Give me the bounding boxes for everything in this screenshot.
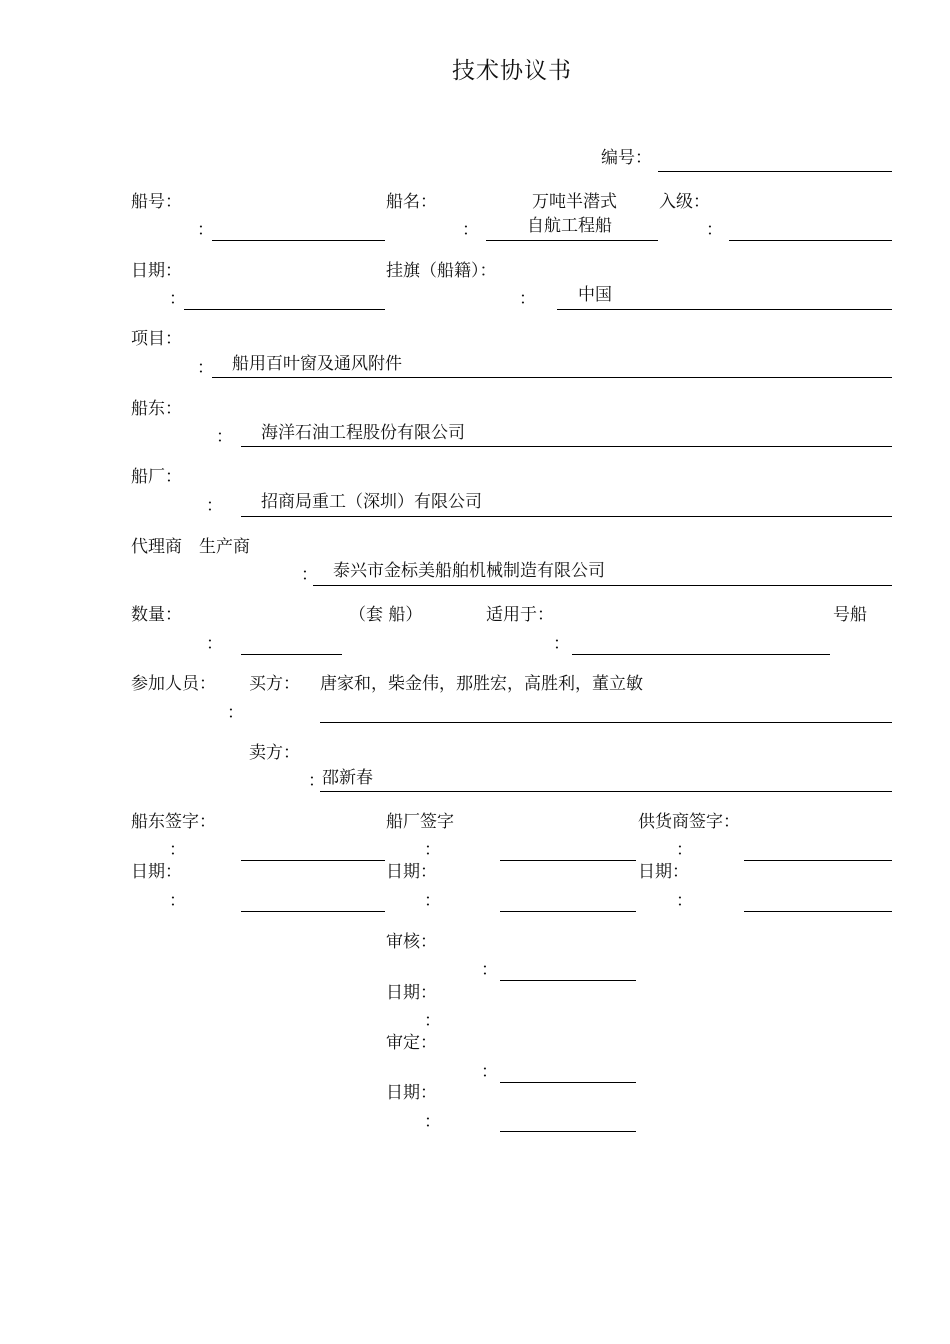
ship-no-colon: ： <box>197 220 214 240</box>
date-colon: ： <box>169 289 186 309</box>
approve-label: 审定： <box>386 1033 437 1053</box>
seller-label: 卖方： <box>249 743 300 763</box>
hull-suffix: 号船 <box>833 605 867 625</box>
owner-sign-label: 船东签字： <box>131 812 216 832</box>
owner-date-label: 日期： <box>131 862 182 882</box>
shipyard-label: 船厂： <box>131 467 182 487</box>
ship-name-label: 船名： <box>386 192 437 212</box>
approve-date-colon: ： <box>424 1112 441 1132</box>
owner-field[interactable] <box>241 446 892 447</box>
supplier-date-field[interactable] <box>744 911 892 912</box>
date-label: 日期： <box>131 261 182 281</box>
ship-name-colon: ： <box>462 220 479 240</box>
owner-value: 海洋石油工程股份有限公司 <box>261 423 465 443</box>
participants-label: 参加人员： <box>131 674 216 694</box>
yard-sign-field[interactable] <box>500 860 636 861</box>
yard-sign-label: 船厂签字 <box>386 812 454 832</box>
project-colon: ： <box>197 358 214 378</box>
supplier-sign-field[interactable] <box>744 860 892 861</box>
approve-date-label: 日期： <box>386 1083 437 1103</box>
yard-date-colon: ： <box>424 891 441 911</box>
class-label: 入级： <box>659 192 710 212</box>
owner-sign-field[interactable] <box>241 860 385 861</box>
manufacturer-field[interactable] <box>313 585 892 586</box>
project-label: 项目： <box>131 329 182 349</box>
agent-label: 代理商 <box>131 537 182 557</box>
owner-date-field[interactable] <box>241 911 385 912</box>
date-field[interactable] <box>184 309 385 310</box>
buyer-label: 买方： <box>249 674 300 694</box>
ship-name-value-2: 自航工程船 <box>527 216 612 236</box>
flag-label: 挂旗（船籍）： <box>386 261 497 281</box>
flag-value: 中国 <box>578 285 612 305</box>
number-label: 编号： <box>601 148 652 168</box>
manufacturer-value: 泰兴市金标美船舶机械制造有限公司 <box>333 561 605 581</box>
review-label: 审核： <box>386 932 437 952</box>
supplier-sign-label: 供货商签字： <box>638 812 740 832</box>
quantity-colon: ： <box>206 634 223 654</box>
review-date-label: 日期： <box>386 983 437 1003</box>
review-colon: ： <box>481 960 498 980</box>
approve-field[interactable] <box>500 1082 636 1083</box>
approve-colon: ： <box>481 1062 498 1082</box>
seller-field[interactable] <box>320 791 892 792</box>
buyer-field[interactable] <box>320 722 892 723</box>
flag-field[interactable] <box>557 309 892 310</box>
yard-date-field[interactable] <box>500 911 636 912</box>
quantity-unit: （套 船） <box>349 605 423 625</box>
approve-date-field[interactable] <box>500 1131 636 1132</box>
ship-name-field[interactable] <box>486 240 658 241</box>
ship-no-label: 船号： <box>131 192 182 212</box>
supplier-date-label: 日期： <box>638 862 689 882</box>
class-colon: ： <box>706 220 723 240</box>
number-field[interactable] <box>658 171 892 172</box>
seller-colon: ： <box>308 771 325 791</box>
seller-value: 邵新春 <box>322 768 373 788</box>
quantity-label: 数量： <box>131 605 182 625</box>
participants-colon: ： <box>227 703 244 723</box>
class-field[interactable] <box>729 240 892 241</box>
supplier-sign-colon: ： <box>676 840 693 860</box>
review-date-colon: ： <box>424 1011 441 1031</box>
flag-colon: ： <box>519 289 536 309</box>
shipyard-colon: ： <box>206 496 223 516</box>
applies-label: 适用于： <box>486 605 554 625</box>
document-title: 技术协议书 <box>452 58 572 84</box>
project-field[interactable] <box>212 377 892 378</box>
supplier-date-colon: ： <box>676 891 693 911</box>
shipyard-value: 招商局重工（深圳）有限公司 <box>261 492 482 512</box>
ship-no-field[interactable] <box>212 240 385 241</box>
owner-colon: ： <box>216 427 233 447</box>
yard-date-label: 日期： <box>386 862 437 882</box>
applies-field[interactable] <box>572 654 830 655</box>
quantity-field[interactable] <box>241 654 342 655</box>
applies-colon: ： <box>553 634 570 654</box>
project-value: 船用百叶窗及通风附件 <box>232 354 402 374</box>
owner-sign-colon: ： <box>169 840 186 860</box>
buyer-value: 唐家和，柴金伟，那胜宏，高胜利，董立敏 <box>320 674 643 694</box>
manufacturer-colon: ： <box>301 565 318 585</box>
shipyard-field[interactable] <box>241 516 892 517</box>
owner-date-colon: ： <box>169 891 186 911</box>
yard-sign-colon: ： <box>424 840 441 860</box>
manufacturer-label: 生产商 <box>199 537 250 557</box>
owner-label: 船东： <box>131 399 182 419</box>
ship-name-value-1: 万吨半潜式 <box>532 192 617 212</box>
review-field[interactable] <box>500 980 636 981</box>
